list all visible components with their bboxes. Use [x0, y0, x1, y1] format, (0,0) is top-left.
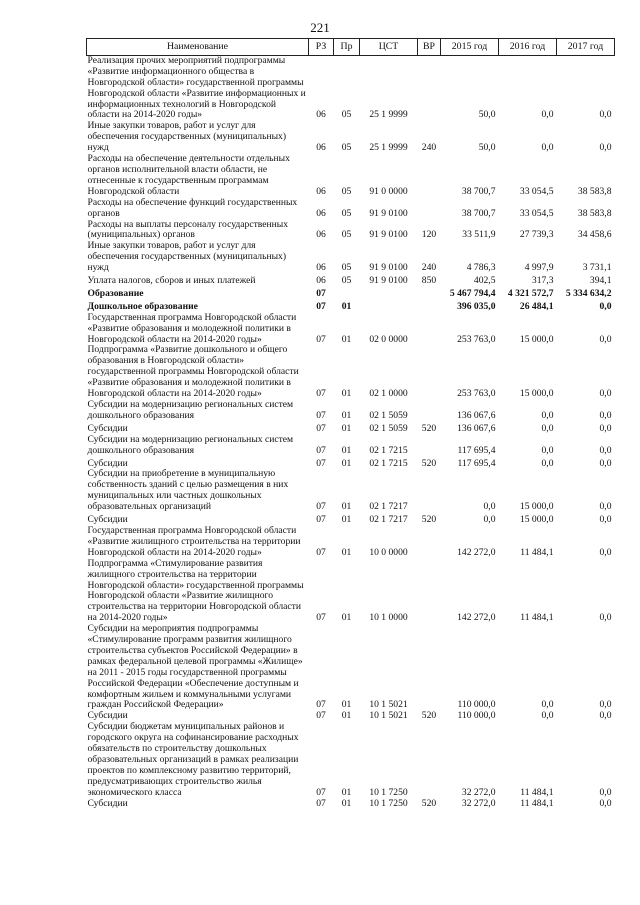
row-pr: 01	[341, 699, 352, 711]
row-rz: 06	[316, 262, 326, 274]
page-number: 221	[310, 20, 330, 35]
row-value-2016: 317,3	[531, 275, 554, 287]
row-value-2017: 0,0	[599, 142, 612, 154]
row-value-2016: 33 054,5	[519, 185, 554, 197]
table-row	[87, 241, 615, 274]
row-rz: 07	[316, 699, 326, 711]
row-cst: 02 1 5059	[369, 409, 408, 421]
row-value-2017: 0,0	[599, 501, 612, 513]
row-value-2015: 32 272,0	[461, 797, 496, 809]
row-value-2017: 0,0	[599, 300, 612, 312]
row-value-2015: 142 272,0	[457, 546, 496, 558]
row-rz: 07	[316, 457, 326, 469]
row-vr	[418, 526, 441, 559]
row-value-2016: 26 484,1	[519, 300, 554, 312]
row-name: Образование	[87, 287, 144, 299]
row-cst: 02 1 5059	[369, 422, 408, 434]
row-rz: 06	[316, 207, 326, 219]
row-pr: 05	[341, 185, 352, 197]
row-pr: 01	[341, 612, 352, 624]
row-value-2017: 0,0	[599, 444, 612, 456]
row-value-2017: 0,0	[599, 710, 612, 722]
row-value-2017: 0,0	[599, 612, 612, 624]
row-value-2015: 33 511,9	[462, 229, 496, 241]
row-value-2016: 11 484,1	[520, 797, 554, 809]
table-row	[87, 198, 615, 220]
row-name: Субсидии на модернизацию региональных систем дошкольного образования	[87, 399, 294, 421]
row-value-2017: 394,1	[589, 275, 612, 287]
row-rz: 07	[316, 514, 326, 526]
row-value-2017: 0,0	[599, 786, 612, 798]
table-row	[87, 345, 615, 400]
row-value-2015: 253 763,0	[457, 388, 496, 400]
header-name: Наименование	[87, 39, 309, 56]
row-rz: 07	[316, 333, 326, 345]
row-cst: 02 1 7215	[369, 444, 408, 456]
row-pr: 05	[341, 275, 352, 287]
row-value-2015: 50,0	[478, 109, 496, 121]
row-vr: 520	[421, 457, 437, 469]
table-row	[87, 313, 615, 346]
row-name: Подпрограмма «Стимулирование развития жилищного строительства на территории Новгородской области» государственной программы Новгородской области «Развитие жилищного строительства на территории Новгородской области на 2014-2020 годы»	[87, 557, 304, 624]
row-value-2015: 38 700,7	[461, 185, 496, 197]
row-rz: 07	[316, 388, 326, 400]
row-pr: 01	[341, 300, 352, 312]
table-row	[87, 469, 615, 513]
row-value-2016: 33 054,5	[519, 207, 554, 219]
row-rz: 06	[316, 275, 326, 287]
row-value-2016: 0,0	[541, 699, 554, 711]
row-rz: 07	[316, 546, 326, 558]
row-value-2015: 4 786,3	[466, 262, 496, 274]
row-vr: 240	[421, 262, 437, 274]
row-cst: 91 9 0100	[369, 275, 408, 287]
row-cst: 91 0 0000	[369, 185, 408, 197]
row-vr: 520	[421, 514, 437, 526]
row-cst	[360, 287, 418, 300]
row-value-2016: 27 739,3	[519, 229, 554, 241]
row-vr: 520	[421, 710, 437, 722]
row-value-2015: 136 067,6	[457, 422, 496, 434]
row-value-2016: 4 321 572,7	[507, 287, 554, 299]
header-pr: Пр	[334, 39, 360, 56]
table-row	[87, 274, 615, 287]
row-name: Расходы на обеспечение функций государственных органов	[87, 196, 298, 219]
row-value-2015: 142 272,0	[457, 612, 496, 624]
row-vr	[418, 287, 441, 300]
budget-table-container	[86, 38, 614, 810]
table-row	[87, 300, 615, 313]
row-cst: 91 9 0100	[369, 229, 408, 241]
row-vr: 240	[421, 142, 437, 154]
row-rz: 07	[316, 797, 326, 809]
row-name: Субсидии на приобретение в муниципальную собственность зданий с целью размещения в них муниципальных или частных дошкольных образовательных организаций	[87, 468, 289, 513]
row-pr: 01	[341, 710, 352, 722]
row-value-2015: 0,0	[483, 514, 496, 526]
row-name: Субсидии	[87, 457, 128, 469]
row-value-2016: 0,0	[541, 109, 554, 121]
row-rz: 07	[316, 501, 326, 513]
header-cst: ЦСТ	[360, 39, 418, 56]
budget-table	[86, 38, 615, 810]
table-header	[87, 39, 615, 56]
row-pr: 05	[341, 109, 352, 121]
row-name: Государственная программа Новгородской области «Развитие образования и молодежной политики в Новгородской области на 2014-2020 годы»	[87, 311, 297, 345]
row-vr: 520	[421, 797, 437, 809]
row-value-2015: 117 695,4	[457, 457, 496, 469]
row-name: Субсидии	[87, 422, 128, 434]
row-pr: 01	[341, 501, 352, 513]
row-vr	[418, 154, 441, 198]
row-pr: 01	[341, 797, 352, 809]
row-value-2015: 38 700,7	[461, 207, 496, 219]
row-rz: 07	[316, 786, 326, 798]
row-rz: 07	[316, 444, 326, 456]
row-name: Субсидии	[87, 797, 128, 809]
row-vr	[418, 198, 441, 220]
table-row	[87, 559, 615, 624]
row-value-2015: 253 763,0	[457, 333, 496, 345]
row-name: Иные закупки товаров, работ и услуг для обеспечения государственных (муниципальных) нужд	[87, 240, 287, 274]
row-vr	[418, 722, 441, 798]
row-pr: 01	[341, 409, 352, 421]
row-name: Субсидии бюджетам муниципальных районов и городского округа на софинансирование расходных обязательств по строительству дошкольных образовательных организаций в рамках реализации проектов по комплексному развитию территорий, предусматривающих строительство жилья экономического класса	[87, 721, 299, 798]
row-cst: 02 1 7217	[369, 514, 408, 526]
header-2015: 2015 год	[441, 39, 499, 56]
row-name: Подпрограмма «Развитие дошкольного и общего образования в Новгородской области» государственной программы Новгородской области «Развитие образования и молодежной политики в Новгородской области на 2014-2020 годы»	[87, 344, 299, 400]
row-cst: 02 1 0000	[369, 388, 408, 400]
row-rz: 07	[316, 409, 326, 421]
row-value-2016: 11 484,1	[520, 612, 554, 624]
table-row	[87, 287, 615, 300]
row-name: Государственная программа Новгородской области «Развитие жилищного строительства на территории Новгородской области на 2014-2020 годы»	[87, 524, 301, 558]
row-rz: 06	[316, 142, 326, 154]
row-name: Расходы на выплаты персоналу государственных (муниципальных) органов	[87, 218, 289, 241]
row-value-2017: 5 334 634,2	[565, 287, 612, 299]
row-vr	[418, 469, 441, 513]
row-rz: 07	[316, 300, 326, 312]
row-value-2016: 15 000,0	[519, 388, 554, 400]
row-value-2017: 0,0	[599, 546, 612, 558]
row-pr: 05	[341, 142, 352, 154]
row-name: Дошкольное образование	[87, 300, 198, 312]
row-value-2015: 110 000,0	[457, 710, 496, 722]
row-value-2016: 0,0	[541, 422, 554, 434]
row-value-2017: 38 583,8	[577, 207, 612, 219]
row-rz: 07	[316, 422, 326, 434]
table-row	[87, 121, 615, 154]
row-value-2016: 0,0	[541, 444, 554, 456]
row-value-2016: 4 997,9	[524, 262, 554, 274]
row-pr: 01	[341, 786, 352, 798]
row-vr	[418, 300, 441, 313]
row-cst: 91 9 0100	[369, 262, 408, 274]
header-2017: 2017 год	[557, 39, 615, 56]
row-value-2016: 15 000,0	[519, 501, 554, 513]
header-rz: РЗ	[309, 39, 334, 56]
table-row	[87, 526, 615, 559]
row-pr: 01	[341, 388, 352, 400]
row-cst: 25 1 9999	[369, 142, 408, 154]
row-pr: 01	[341, 457, 352, 469]
row-rz: 07	[316, 287, 326, 299]
header-2016: 2016 год	[499, 39, 557, 56]
row-name: Уплата налогов, сборов и иных платежей	[87, 275, 256, 287]
table-row	[87, 422, 615, 435]
row-name: Субсидии на мероприятия подпрограммы «Стимулирование программ развития жилищного строительства субъектов Российской Федерации» в рамках федеральной целевой программы «Жилище» на 2011 - 2015 годы государственной программы Российской Федерации «Обеспечение доступным и комфортным жильем и коммунальными услугами граждан Российской Федерации»	[87, 623, 303, 711]
table-row	[87, 55, 615, 121]
row-value-2016: 15 000,0	[519, 333, 554, 345]
row-value-2016: 15 000,0	[519, 514, 554, 526]
row-value-2015: 110 000,0	[457, 699, 496, 711]
row-value-2015: 402,5	[473, 275, 496, 287]
row-value-2015: 396 035,0	[457, 300, 496, 312]
row-vr: 120	[421, 229, 437, 241]
row-vr	[418, 345, 441, 400]
row-cst: 10 1 7250	[369, 797, 408, 809]
row-value-2015: 50,0	[478, 142, 496, 154]
row-vr	[418, 313, 441, 346]
row-value-2017: 0,0	[599, 109, 612, 121]
row-value-2017: 0,0	[599, 797, 612, 809]
row-value-2017: 34 458,6	[577, 229, 612, 241]
row-pr: 01	[341, 333, 352, 345]
row-pr: 01	[341, 422, 352, 434]
row-value-2016: 0,0	[541, 409, 554, 421]
row-name: Расходы на обеспечение деятельности отдельных органов исполнительной власти области, не отнесенные к государственным программам Новгородской области	[87, 153, 290, 197]
row-cst: 02 1 7217	[369, 501, 408, 513]
table-row	[87, 154, 615, 198]
row-value-2017: 0,0	[599, 514, 612, 526]
row-vr	[418, 624, 441, 711]
row-pr: 05	[341, 262, 352, 274]
row-cst: 02 1 7215	[369, 457, 408, 469]
row-value-2015: 117 695,4	[457, 444, 496, 456]
row-value-2017: 38 583,8	[577, 185, 612, 197]
row-pr: 05	[341, 207, 352, 219]
row-value-2015: 32 272,0	[461, 786, 496, 798]
row-cst: 25 1 9999	[369, 109, 408, 121]
row-value-2017: 0,0	[599, 333, 612, 345]
table-row	[87, 624, 615, 711]
header-row	[87, 39, 615, 56]
row-value-2017: 0,0	[599, 699, 612, 711]
row-value-2017: 0,0	[599, 388, 612, 400]
row-value-2015: 136 067,6	[457, 409, 496, 421]
row-name: Реализация прочих мероприятий подпрограммы «Развитие информационного общества в Новгородской области» государственной программы Новгородской области «Развитие информационных и информационных технологий в Новгородской области на 2014-2020 годы»	[87, 54, 306, 121]
row-rz: 07	[316, 612, 326, 624]
row-value-2016: 11 484,1	[520, 786, 554, 798]
table-row	[87, 722, 615, 798]
row-vr: 850	[421, 275, 437, 287]
row-value-2016: 0,0	[541, 710, 554, 722]
row-rz: 06	[316, 185, 326, 197]
row-vr	[418, 400, 441, 422]
row-vr: 520	[421, 422, 437, 434]
row-vr	[418, 559, 441, 624]
header-vr: ВР	[418, 39, 441, 56]
row-value-2015: 5 467 794,4	[449, 287, 496, 299]
row-pr: 01	[341, 546, 352, 558]
row-name: Субсидии	[87, 514, 128, 526]
row-pr: 05	[341, 229, 352, 241]
row-value-2016: 0,0	[541, 457, 554, 469]
row-pr: 01	[341, 514, 352, 526]
row-value-2015: 0,0	[483, 501, 496, 513]
row-cst: 10 1 5021	[369, 710, 408, 722]
row-rz: 06	[316, 229, 326, 241]
row-cst	[360, 300, 418, 313]
row-pr: 01	[341, 444, 352, 456]
row-rz: 06	[316, 109, 326, 121]
row-value-2017: 0,0	[599, 422, 612, 434]
row-rz: 07	[316, 710, 326, 722]
row-value-2016: 0,0	[541, 142, 554, 154]
table-row	[87, 435, 615, 457]
row-pr	[334, 287, 360, 300]
row-name: Иные закупки товаров, работ и услуг для обеспечения государственных (муниципальных) нужд	[87, 120, 287, 154]
row-cst: 10 1 7250	[369, 786, 408, 798]
row-cst: 91 9 0100	[369, 207, 408, 219]
row-name: Субсидии	[87, 710, 128, 722]
row-value-2017: 0,0	[599, 457, 612, 469]
table-row	[87, 400, 615, 422]
row-name: Субсидии на модернизацию региональных систем дошкольного образования	[87, 433, 294, 456]
row-cst: 10 1 0000	[369, 612, 408, 624]
row-vr	[418, 435, 441, 457]
row-cst: 10 1 5021	[369, 699, 408, 711]
row-vr	[418, 55, 441, 121]
row-cst: 10 0 0000	[369, 546, 408, 558]
table-row	[87, 799, 615, 810]
table-body	[87, 55, 615, 809]
row-value-2016: 11 484,1	[520, 546, 554, 558]
row-cst: 02 0 0000	[369, 333, 408, 345]
row-value-2017: 3 731,1	[582, 262, 612, 274]
row-value-2017: 0,0	[599, 409, 612, 421]
table-row	[87, 220, 615, 242]
